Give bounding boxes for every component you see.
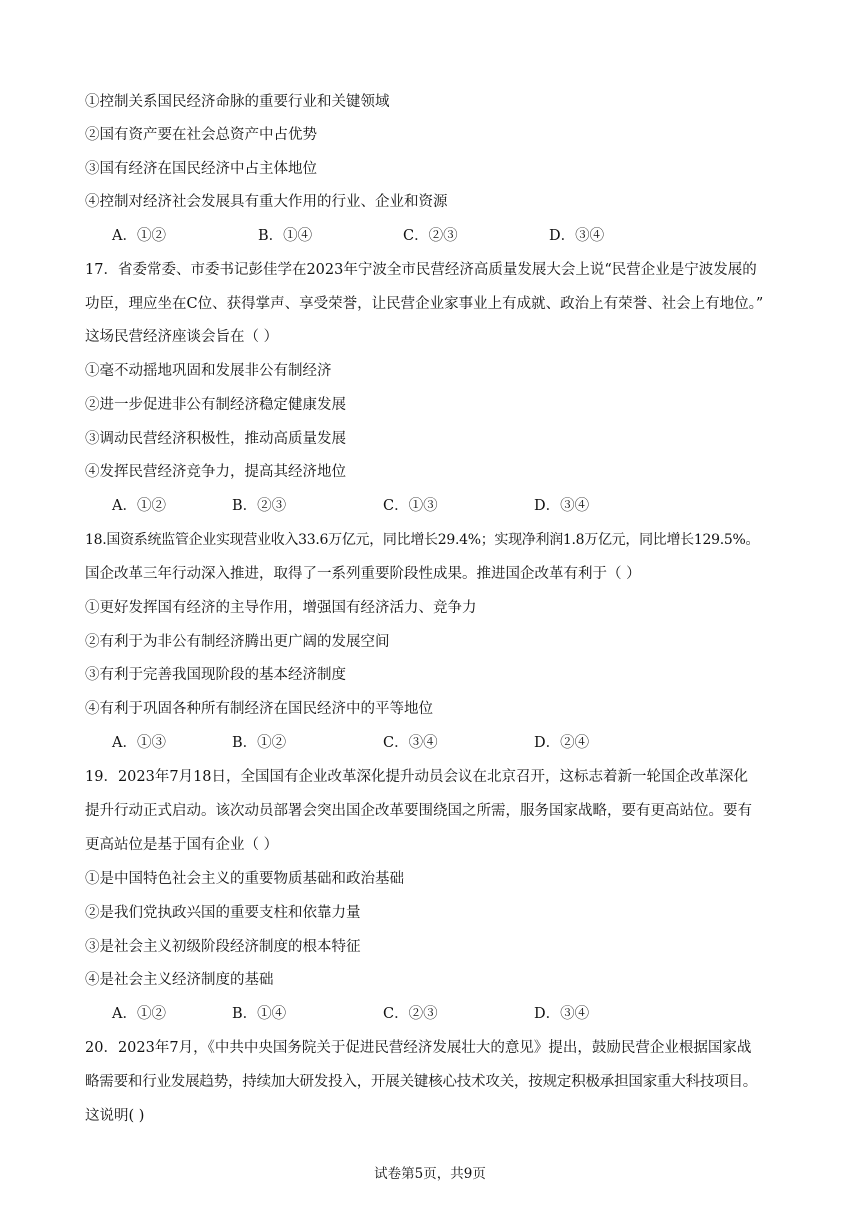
q16-option-b: B．①④ xyxy=(258,228,313,244)
q20-stem-line-1: 20．2023年7月，《中共中央国务院关于促进民营经济发展壮大的意见》提出，鼓励民营企业根据国家战 xyxy=(85,1040,752,1056)
q17-option-d: D．③④ xyxy=(534,498,590,514)
q18-statement-1: ①更好发挥国有经济的主导作用，增强国有经济活力、竞争力 xyxy=(85,600,477,616)
q20-stem-line-3: 这说明( ) xyxy=(85,1108,145,1124)
q19-option-d: D．③④ xyxy=(534,1006,590,1022)
q16-option-a: A．①② xyxy=(112,228,166,244)
q17-statement-4: ④发挥民营经济竞争力，提高其经济地位 xyxy=(85,464,346,480)
q17-stem-line-2: 功臣，理应坐在C位、获得掌声、享受荣誉，让民营企业家事业上有成就、政治上有荣誉、社会上有地位。” xyxy=(85,296,764,312)
q18-option-b: B．①② xyxy=(232,735,287,751)
q16-statement-1: ①控制关系国民经济命脉的重要行业和关键领域 xyxy=(85,94,390,110)
q19-stem-line-3: 更高站位是基于国有企业（ ） xyxy=(85,837,279,853)
q18-option-c: C．③④ xyxy=(383,735,438,751)
q16-statement-2: ②国有资产要在社会总资产中占优势 xyxy=(85,127,317,143)
q17-stem-line-3: 这场民营经济座谈会旨在（ ） xyxy=(85,329,279,345)
q19-statement-3: ③是社会主义初级阶段经济制度的根本特征 xyxy=(85,939,361,955)
q17-option-c: C．①③ xyxy=(383,498,438,514)
q18-stem-line-2: 国企改革三年行动深入推进，取得了一系列重要阶段性成果。推进国企改革有利于（ ） xyxy=(85,566,641,582)
q17-statement-2: ②进一步促进非公有制经济稳定健康发展 xyxy=(85,397,346,413)
q16-statement-3: ③国有经济在国民经济中占主体地位 xyxy=(85,161,317,177)
q18-statement-2: ②有利于为非公有制经济腾出更广阔的发展空间 xyxy=(85,634,390,650)
q17-option-a: A．①② xyxy=(112,498,166,514)
page-footer: 试卷第5页，共9页 xyxy=(374,1166,486,1182)
q17-statement-3: ③调动民营经济积极性，推动高质量发展 xyxy=(85,431,346,447)
q18-stem-line-1: 18.国资系统监管企业实现营业收入33.6万亿元，同比增长29.4%；实现净利润1.8万亿元，同比增长129.5%。 xyxy=(85,532,760,548)
q18-option-d: D．②④ xyxy=(534,735,590,751)
q18-statement-3: ③有利于完善我国现阶段的基本经济制度 xyxy=(85,667,346,683)
q19-stem-line-2: 提升行动正式启动。该次动员部署会突出国企改革要围绕国之所需，服务国家战略，要有更高站位。要有 xyxy=(85,803,752,819)
q19-statement-1: ①是中国特色社会主义的重要物质基础和政治基础 xyxy=(85,871,404,887)
q17-stem-line-1: 17．省委常委、市委书记彭佳学在2023年宁波全市民营经济高质量发展大会上说“民营企业是宁波发展的 xyxy=(85,262,757,278)
q17-option-b: B．②③ xyxy=(232,498,287,514)
q20-stem-line-2: 略需要和行业发展趋势，持续加大研发投入，开展关键核心技术攻关，按规定积极承担国家重大科技项目。 xyxy=(85,1074,758,1090)
q19-option-b: B．①④ xyxy=(232,1006,287,1022)
q19-statement-2: ②是我们党执政兴国的重要支柱和依靠力量 xyxy=(85,905,361,921)
q18-statement-4: ④有利于巩固各种所有制经济在国民经济中的平等地位 xyxy=(85,701,433,717)
q17-statement-1: ①毫不动摇地巩固和发展非公有制经济 xyxy=(85,363,332,379)
q19-stem-line-1: 19．2023年7月18日，全国国有企业改革深化提升动员会议在北京召开，这标志着新一轮国企改革深化 xyxy=(85,769,749,785)
q16-option-d: D．③④ xyxy=(549,228,605,244)
q19-option-c: C．②③ xyxy=(383,1006,438,1022)
q16-option-c: C．②③ xyxy=(403,228,458,244)
q18-option-a: A．①③ xyxy=(112,735,166,751)
q19-statement-4: ④是社会主义经济制度的基础 xyxy=(85,972,274,988)
q19-option-a: A．①② xyxy=(112,1006,166,1022)
q16-statement-4: ④控制对经济社会发展具有重大作用的行业、企业和资源 xyxy=(85,194,448,210)
